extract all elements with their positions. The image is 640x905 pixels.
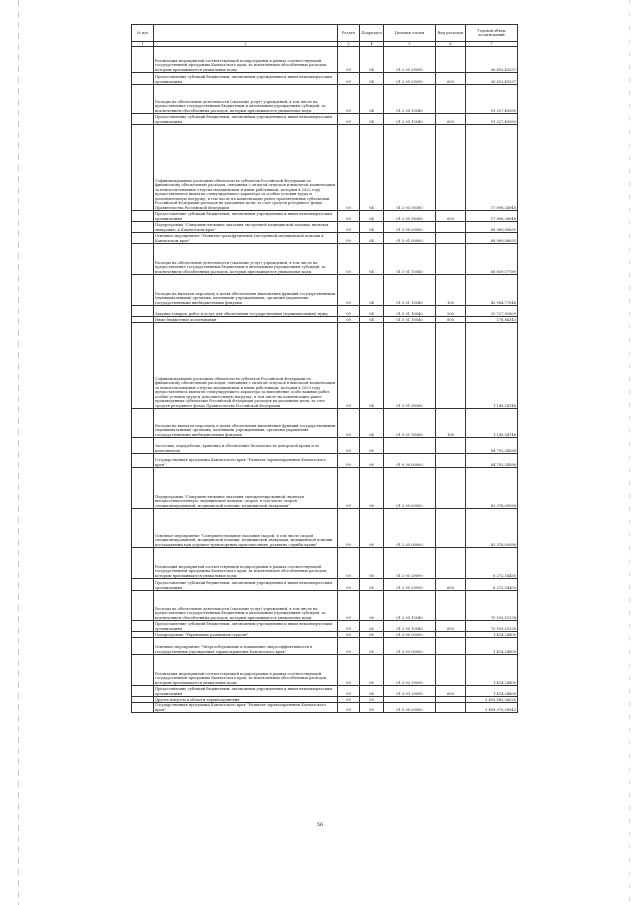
row-amount-cell: 56 852,43537 xyxy=(466,47,518,73)
column-number: 6 xyxy=(436,42,466,47)
row-vid-cell: 600 xyxy=(436,73,466,85)
row-podrazdel-cell: 06 xyxy=(360,591,384,621)
row-vid-cell xyxy=(436,244,466,275)
row-name-cell: Основное мероприятие "Совершенствование оказания скорой, в том числе скорой специализированной, медицинской помощи, медицинской эвакуации, медицинской помощи пострадавшим при дорожно-транспортных происшествиях, развитие службы крови" xyxy=(154,509,338,548)
row-vid-cell: 600 xyxy=(436,211,466,222)
row-vid-cell: 600 xyxy=(436,621,466,632)
row-name-cell: Предоставление субсидий бюджетным, автономным учреждениям и иным некоммерческим организациям xyxy=(154,621,338,632)
row-name-cell: Предоставление субсидий бюджетным, автономным учреждениям и иным некоммерческим организациям xyxy=(154,211,338,222)
table-row xyxy=(132,509,518,548)
row-vid-cell xyxy=(436,655,466,686)
row-amount-cell: 91 327,49080 xyxy=(466,85,518,114)
row-vid-cell xyxy=(436,454,466,468)
row-number-cell xyxy=(132,638,154,655)
table-row xyxy=(132,47,518,73)
row-razdel-cell: 09 xyxy=(338,509,360,548)
row-name-cell: Расходы на обеспечение деятельности (оказание услуг) учреждений, в том числе на предоставление государственным бюджетным и автономным учреждениям субсидий, за исключением обособленных расходов, которым присваиваются уникальные коды xyxy=(154,591,338,621)
row-number-cell xyxy=(132,686,154,697)
row-razdel-cell: 09 xyxy=(338,233,360,244)
row-name-cell: Государственная программа Камчатского края "Развитие здравоохранения Камчатского края" xyxy=(154,703,338,713)
row-podrazdel-cell: 09 xyxy=(360,697,384,703)
row-name-cell: Закупка товаров, работ и услуг для обеспечения государственных (муниципальных) нужд xyxy=(154,306,338,317)
row-razdel-cell: 09 xyxy=(338,686,360,697)
row-razdel-cell: 09 xyxy=(338,621,360,632)
row-podrazdel-cell: 09 xyxy=(360,703,384,713)
row-amount-cell: 1 414,24800 xyxy=(466,686,518,697)
row-razdel-cell: 09 xyxy=(338,454,360,468)
row-number-cell xyxy=(132,468,154,509)
row-statya-cell: 01 2 05 29090 xyxy=(384,579,436,591)
row-vid-cell xyxy=(436,438,466,454)
row-number-cell xyxy=(132,211,154,222)
header-name xyxy=(154,25,338,42)
row-name-cell: Расходы на выплаты персоналу в целях обеспечения выполнения функций государственными (муниципальными) органами, казенными учреждениями, органами управления государственными внебюджетными фондами xyxy=(154,275,338,306)
row-name-cell: Предоставление субсидий бюджетным, автономным учреждениям и иным некоммерческим организациям xyxy=(154,73,338,85)
row-number-cell xyxy=(132,548,154,579)
row-name-cell: Иные бюджетные ассигнования xyxy=(154,317,338,323)
row-podrazdel-cell: 04 xyxy=(360,211,384,222)
row-razdel-cell: 09 xyxy=(338,438,360,454)
row-number-cell xyxy=(132,125,154,211)
row-podrazdel-cell: 04 xyxy=(360,125,384,211)
row-amount-cell: 75 105,55138 xyxy=(466,621,518,632)
row-podrazdel-cell: 06 xyxy=(360,638,384,655)
row-vid-cell: 600 xyxy=(436,686,466,697)
row-razdel-cell: 09 xyxy=(338,548,360,579)
row-name-cell: Софинансирование расходных обязательств субъектов Российской Федерации по финансовому обеспечению расходов, связанных с оплатой отпусков и выплатой компенсации за неиспользованные отпуска медицинским и иным работникам, которым в 2020 году предоставлялись выплаты стимулирующего характера за выполнение особо важных работ, особые условия труда и дополнительную нагрузку, в том числе на компенсацию ранее произведенных субъектами Российской Федерации расходов на указанные цели, за счет средств резервного фонда Правительства Российской Федерации xyxy=(154,323,338,409)
column-number: 1 xyxy=(132,42,154,47)
row-podrazdel-cell: 06 xyxy=(360,438,384,454)
row-amount-cell: 176,84143 xyxy=(466,317,518,323)
row-name-cell: Подпрограмма "Управление развитием отрасли" xyxy=(154,632,338,638)
row-podrazdel-cell: 04 xyxy=(360,275,384,306)
row-razdel-cell: 09 xyxy=(338,632,360,638)
row-amount-cell: 17 898,34948 xyxy=(466,211,518,222)
table-row xyxy=(132,114,518,125)
row-amount-cell: 56 852,43537 xyxy=(466,73,518,85)
row-amount-cell: 68 969,08835 xyxy=(466,222,518,233)
row-number-cell xyxy=(132,306,154,317)
row-number-cell xyxy=(132,73,154,85)
row-number-cell xyxy=(132,579,154,591)
row-razdel-cell: 09 xyxy=(338,244,360,275)
row-name-cell: Заготовка, переработка, хранение и обеспечение безопасности донорской крови и ее компонентов xyxy=(154,438,338,454)
row-number-cell xyxy=(132,509,154,548)
row-podrazdel-cell: 06 xyxy=(360,454,384,468)
row-vid-cell xyxy=(436,638,466,655)
row-razdel-cell: 09 xyxy=(338,317,360,323)
row-razdel-cell: 09 xyxy=(338,703,360,713)
row-statya-cell: 01 0 00 00000 xyxy=(384,454,436,468)
row-name-cell: Основное мероприятие "Развитие трансфузионной (экстренной медицинской помощи в Камчатском крае" xyxy=(154,233,338,244)
row-statya-cell: 01 3 00 00000 xyxy=(384,632,436,638)
row-vid-cell xyxy=(436,591,466,621)
row-vid-cell xyxy=(436,468,466,509)
row-amount-cell: 1 414,24800 xyxy=(466,655,518,686)
row-amount-cell: 8 272,54450 xyxy=(466,548,518,579)
row-razdel-cell: 09 xyxy=(338,114,360,125)
table-row xyxy=(132,548,518,579)
row-number-cell xyxy=(132,233,154,244)
table-row xyxy=(132,591,518,621)
table-row xyxy=(132,244,518,275)
table-row xyxy=(132,438,518,454)
row-amount-cell: 5 408 370,28942 xyxy=(466,703,518,713)
row-podrazdel-cell: 04 xyxy=(360,85,384,114)
row-podrazdel-cell: 04 xyxy=(360,47,384,73)
column-number: 5 xyxy=(384,42,436,47)
row-number-cell xyxy=(132,621,154,632)
row-vid-cell xyxy=(436,47,466,73)
row-statya-cell: 01 2 05 58380 xyxy=(384,211,436,222)
column-number: 3 xyxy=(338,42,360,47)
row-number-cell xyxy=(132,114,154,125)
row-name-cell: Другие вопросы в области здравоохранения xyxy=(154,697,338,703)
header-amount: Годовой объем ассигнований xyxy=(466,25,518,42)
row-number-cell xyxy=(132,454,154,468)
column-number: 2 xyxy=(154,42,338,47)
row-razdel-cell: 09 xyxy=(338,468,360,509)
row-vid-cell xyxy=(436,85,466,114)
row-statya-cell: 01 3 03 29090 xyxy=(384,686,436,697)
row-vid-cell: 800 xyxy=(436,317,466,323)
row-razdel-cell: 09 xyxy=(338,409,360,438)
row-razdel-cell: 09 xyxy=(338,125,360,211)
row-statya-cell: 01 2 05 58380 xyxy=(384,125,436,211)
row-vid-cell xyxy=(436,703,466,713)
row-podrazdel-cell: 04 xyxy=(360,73,384,85)
row-statya-cell: 01 2 05 00000 xyxy=(384,509,436,548)
row-razdel-cell: 09 xyxy=(338,85,360,114)
row-podrazdel-cell: 06 xyxy=(360,509,384,548)
row-razdel-cell: 09 xyxy=(338,697,360,703)
row-razdel-cell: 09 xyxy=(338,275,360,306)
row-name-cell: Подпрограмма "Совершенствование оказания специализированной, включая высокотехнологичную, медицинской помощи, скорой, в том числе скорой специализированной, медицинской помощи, медицинской эвакуации" xyxy=(154,468,338,509)
row-amount-cell: 1 414,24800 xyxy=(466,632,518,638)
table-row xyxy=(132,323,518,409)
table-row xyxy=(132,686,518,697)
table-row xyxy=(132,306,518,317)
row-razdel-cell: 09 xyxy=(338,47,360,73)
table-row xyxy=(132,85,518,114)
row-razdel-cell: 09 xyxy=(338,579,360,591)
row-razdel-cell: 09 xyxy=(338,306,360,317)
row-podrazdel-cell: 06 xyxy=(360,548,384,579)
column-number: 4 xyxy=(360,42,384,47)
row-podrazdel-cell: 06 xyxy=(360,621,384,632)
row-name-cell: Расходы на выплаты персоналу в целях обеспечения выполнения функций государственными (муниципальными) органами, казенными учреждениями, органами управления государственными внебюджетными фондами xyxy=(154,409,338,438)
budget-table xyxy=(131,24,518,713)
row-statya-cell: 01 2 05 10040 xyxy=(384,621,436,632)
table-row xyxy=(132,222,518,233)
row-podrazdel-cell: 04 xyxy=(360,306,384,317)
row-podrazdel-cell: 06 xyxy=(360,655,384,686)
row-statya-cell xyxy=(384,438,436,454)
table-row xyxy=(132,655,518,686)
row-number-cell xyxy=(132,244,154,275)
row-statya-cell: 01 3 03 29090 xyxy=(384,655,436,686)
row-name-cell: Реализация мероприятий соответствующей подпрограммы в рамках соответствующей государственной программы Камчатского края, за исключением обособленных расходов, которым присваиваются уникальные коды xyxy=(154,655,338,686)
row-amount-cell: 5 495 883,36520 xyxy=(466,697,518,703)
row-razdel-cell: 09 xyxy=(338,211,360,222)
row-vid-cell xyxy=(436,323,466,409)
row-name-cell: Реализация мероприятий соответствующей подпрограммы в рамках соответствующей государственной программы Камчатского края, за исключением обособленных расходов, которым присваиваются уникальные коды xyxy=(154,47,338,73)
table-row xyxy=(132,621,518,632)
row-podrazdel-cell: 04 xyxy=(360,317,384,323)
row-vid-cell xyxy=(436,548,466,579)
row-number-cell xyxy=(132,409,154,438)
row-number-cell xyxy=(132,275,154,306)
header-podrazdel: Подраздел xyxy=(360,25,384,42)
row-statya-cell: 01 0 00 00000 xyxy=(384,703,436,713)
row-amount-cell: 1 149,54746 xyxy=(466,323,518,409)
row-amount-cell: 17 898,34948 xyxy=(466,125,518,211)
row-amount-cell: 1 414,24800 xyxy=(466,638,518,655)
row-statya-cell: 01 5 01 10040 xyxy=(384,275,436,306)
row-amount-cell: 8 272,54450 xyxy=(466,579,518,591)
row-number-cell xyxy=(132,85,154,114)
row-statya-cell: 01 2 00 00000 xyxy=(384,468,436,509)
row-name-cell: Государственная программа Камчатского края "Развитие здравоохранения Камчатского края" xyxy=(154,454,338,468)
row-name-cell: Расходы на обеспечение деятельности (оказание услуг) учреждений, в том числе на предоставление государственным бюджетным и автономным учреждениям субсидий, за исключением обособленных расходов, которым присваиваются уникальные коды xyxy=(154,85,338,114)
row-vid-cell xyxy=(436,125,466,211)
row-podrazdel-cell: 04 xyxy=(360,244,384,275)
row-statya-cell: 01 2 05 10040 xyxy=(384,591,436,621)
row-amount-cell: 83 378,09588 xyxy=(466,509,518,548)
row-amount-cell: 68 969,08835 xyxy=(466,233,518,244)
row-podrazdel-cell: 06 xyxy=(360,686,384,697)
row-amount-cell: 91 327,49080 xyxy=(466,114,518,125)
header-statya: Целевая статья xyxy=(384,25,436,42)
row-name-cell: Реализация мероприятий соответствующей подпрограммы в рамках соответствующей государственной программы Камчатского края, за исключением обособленных расходов, которым присваиваются уникальные коды xyxy=(154,548,338,579)
table-body xyxy=(132,47,518,713)
row-amount-cell: 1 149,54746 xyxy=(466,409,518,438)
table-row xyxy=(132,638,518,655)
row-statya-cell: 01 5 01 10040 xyxy=(384,317,436,323)
row-vid-cell: 100 xyxy=(436,409,466,438)
table-header-row xyxy=(132,25,518,42)
table-row xyxy=(132,454,518,468)
row-amount-cell: 84 792,34588 xyxy=(466,454,518,468)
header-razdel: Раздел xyxy=(338,25,360,42)
row-name-cell: Подпрограмма "Совершенствование оказания экстренной медицинской помощи, включая эвакуацию, в Камчатском крае" xyxy=(154,222,338,233)
row-vid-cell: 100 xyxy=(436,275,466,306)
row-statya-cell: 01 5 01 58380 xyxy=(384,323,436,409)
row-name-cell: Предоставление субсидий бюджетным, автономным учреждениям и иным некоммерческим организациям xyxy=(154,579,338,591)
row-podrazdel-cell: 06 xyxy=(360,579,384,591)
row-amount-cell: 25 727,92809 xyxy=(466,306,518,317)
row-name-cell: Софинансирование расходных обязательств субъектов Российской Федерации по финансовому обеспечению расходов, связанных с оплатой отпусков и выплатой компенсации за неиспользованные отпуска медицинским и иным работникам, которым в 2022 году предоставлялись выплаты стимулирующего характера за особые условия труда и дополнительную нагрузку, в том числе на компенсацию ранее произведенных субъектами Российской Федерации расходов на указанные цели, за счет средств резервного фонда Правительства Российской Федерации xyxy=(154,125,338,211)
scan-edge-right xyxy=(629,0,630,905)
row-number-cell xyxy=(132,703,154,713)
row-vid-cell: 600 xyxy=(436,114,466,125)
header-vid: Вид расходов xyxy=(436,25,466,42)
row-amount-cell: 75 105,55138 xyxy=(466,591,518,621)
row-statya-cell: 01 3 03 00000 xyxy=(384,638,436,655)
row-podrazdel-cell: 04 xyxy=(360,114,384,125)
table-row xyxy=(132,233,518,244)
table-row xyxy=(132,468,518,509)
row-vid-cell xyxy=(436,222,466,233)
row-vid-cell: 200 xyxy=(436,306,466,317)
table-row xyxy=(132,579,518,591)
row-statya-cell: 01 2 05 29090 xyxy=(384,548,436,579)
table-row xyxy=(132,409,518,438)
row-name-cell: Предоставление субсидий бюджетным, автономным учреждениям и иным некоммерческим организациям xyxy=(154,114,338,125)
table-row xyxy=(132,275,518,306)
row-razdel-cell: 09 xyxy=(338,638,360,655)
row-statya-cell: 01 5 01 10040 xyxy=(384,244,436,275)
row-statya-cell: 01 5 01 00000 xyxy=(384,233,436,244)
row-statya-cell: 01 2 05 10040 xyxy=(384,85,436,114)
row-podrazdel-cell: 04 xyxy=(360,222,384,233)
row-vid-cell: 600 xyxy=(436,579,466,591)
row-vid-cell xyxy=(436,509,466,548)
row-number-cell xyxy=(132,438,154,454)
row-amount-cell: 42 984,77046 xyxy=(466,275,518,306)
row-statya-cell: 01 5 01 10040 xyxy=(384,306,436,317)
table-row xyxy=(132,125,518,211)
row-razdel-cell: 09 xyxy=(338,222,360,233)
row-name-cell: Предоставление субсидий бюджетным, автономным учреждениям и иным некоммерческим организациям xyxy=(154,686,338,697)
row-number-cell xyxy=(132,323,154,409)
scan-edge-left xyxy=(18,0,19,905)
row-amount-cell: 68 859,57789 xyxy=(466,244,518,275)
row-podrazdel-cell: 04 xyxy=(360,233,384,244)
row-statya-cell: 01 5 01 58380 xyxy=(384,409,436,438)
row-amount-cell: 83 378,09588 xyxy=(466,468,518,509)
header-number: № п/п xyxy=(132,25,154,42)
row-podrazdel-cell: 06 xyxy=(360,632,384,638)
row-statya-cell: 01 2 05 29090 xyxy=(384,73,436,85)
row-razdel-cell: 09 xyxy=(338,73,360,85)
row-podrazdel-cell: 04 xyxy=(360,409,384,438)
row-razdel-cell: 09 xyxy=(338,655,360,686)
table-row xyxy=(132,73,518,85)
column-number: 7 xyxy=(466,42,518,47)
row-number-cell xyxy=(132,47,154,73)
row-razdel-cell: 09 xyxy=(338,323,360,409)
row-podrazdel-cell: 04 xyxy=(360,323,384,409)
table-row xyxy=(132,211,518,222)
table-row xyxy=(132,703,518,713)
page-number: 56 xyxy=(316,822,324,828)
row-number-cell xyxy=(132,222,154,233)
row-vid-cell xyxy=(436,233,466,244)
row-number-cell xyxy=(132,655,154,686)
row-razdel-cell: 09 xyxy=(338,591,360,621)
row-name-cell: Расходы на обеспечение деятельности (оказание услуг) учреждений, в том числе на предоставление государственным бюджетным и автономным учреждениям субсидий, за исключением обособленных расходов, которым присваиваются уникальные коды xyxy=(154,244,338,275)
row-number-cell xyxy=(132,591,154,621)
row-statya-cell: 01 2 05 29090 xyxy=(384,47,436,73)
row-amount-cell: 84 792,34588 xyxy=(466,438,518,454)
row-statya-cell: 01 5 00 00000 xyxy=(384,222,436,233)
row-statya-cell: 01 2 05 10040 xyxy=(384,114,436,125)
row-podrazdel-cell: 06 xyxy=(360,468,384,509)
row-name-cell: Основное мероприятие "Энергосбережение и повышение энергоэффективности в государственных учреждениях здравоохранения Камчатского края" xyxy=(154,638,338,655)
